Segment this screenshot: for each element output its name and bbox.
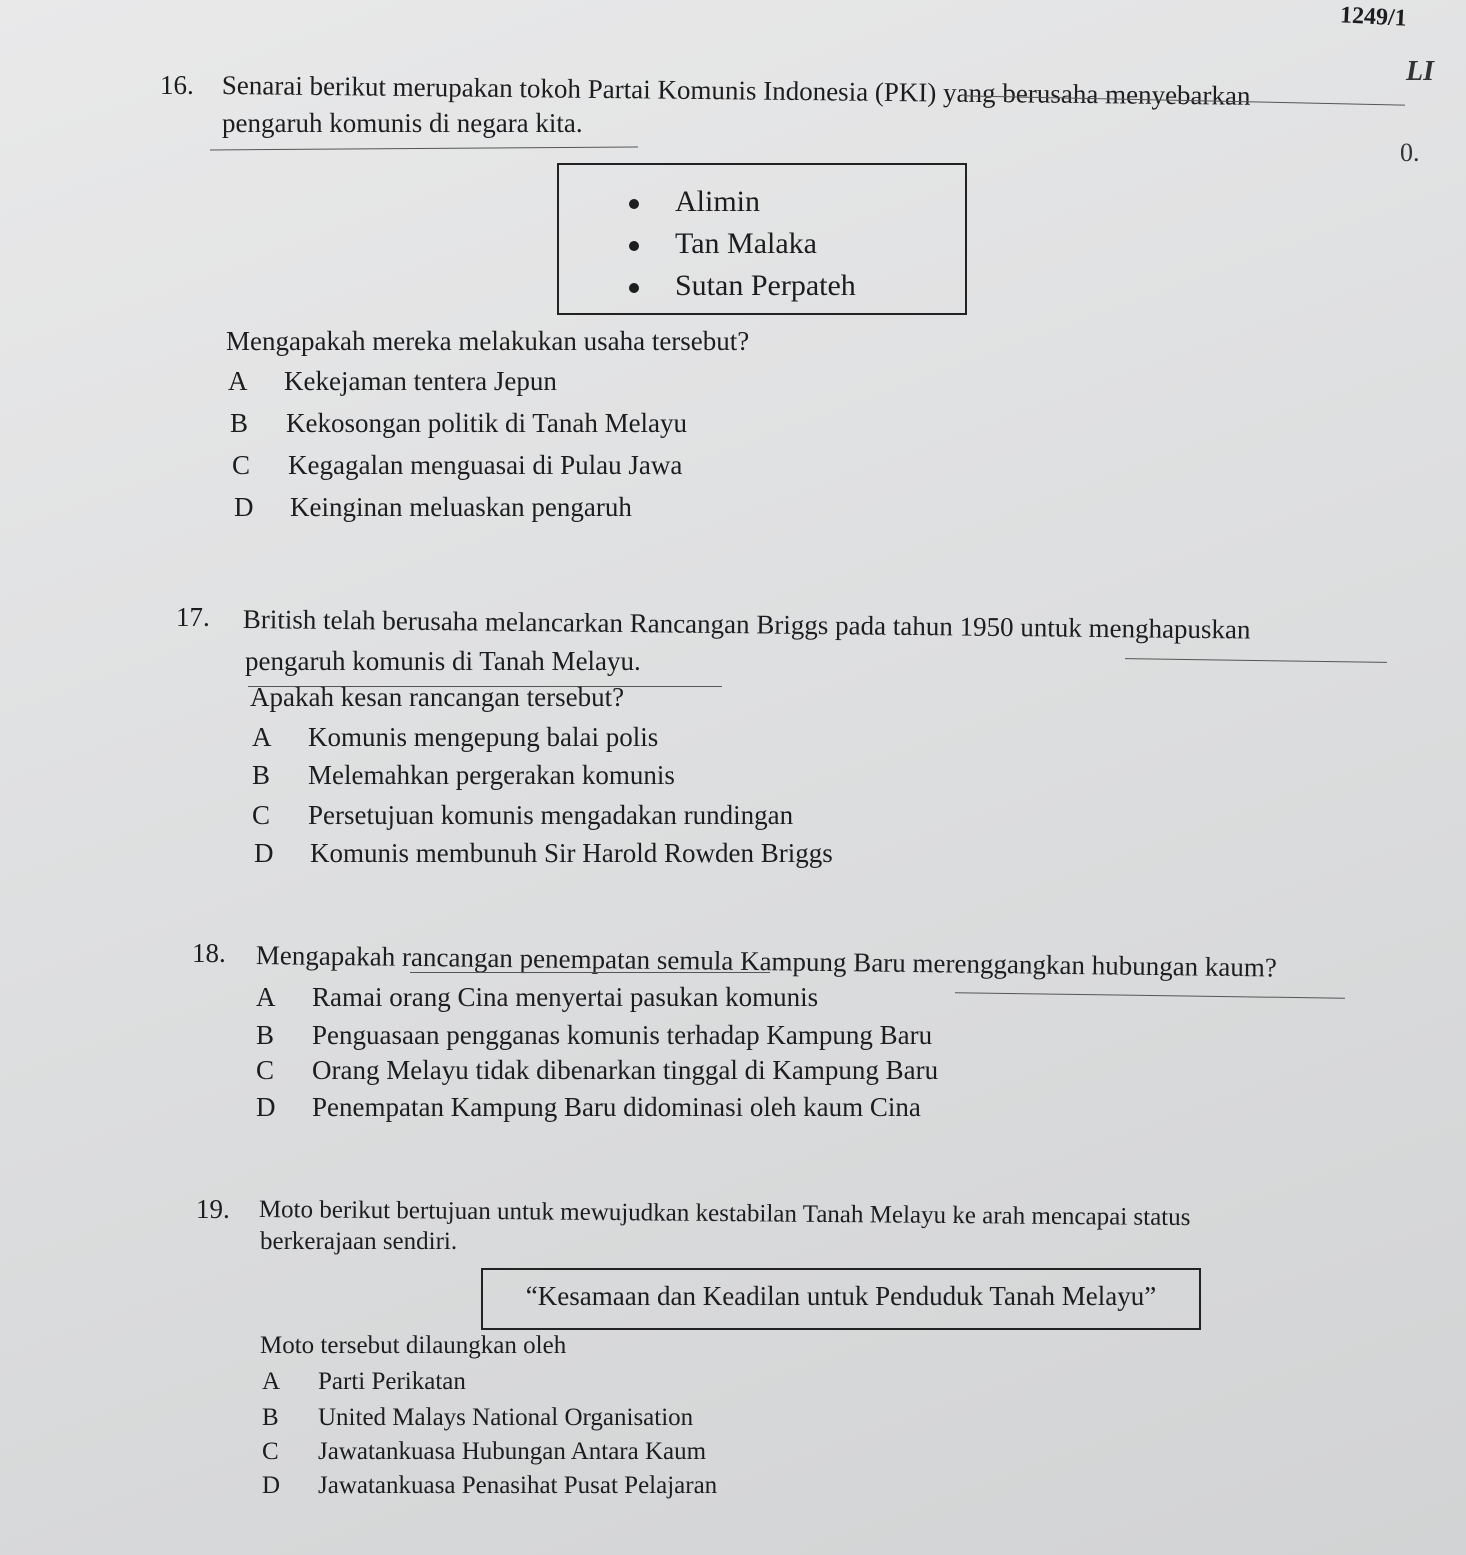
option-c[interactable] (252, 800, 793, 831)
option-a[interactable] (252, 722, 658, 753)
option-text: Ramai orang Cina menyertai pasukan komunis (312, 982, 819, 1012)
option-letter: B (262, 1404, 279, 1431)
option-d[interactable] (262, 1472, 717, 1500)
option-d[interactable] (256, 1092, 921, 1123)
option-letter: B (230, 408, 249, 438)
option-letter: B (252, 760, 271, 790)
name-list (559, 181, 965, 307)
option-text: Penempatan Kampung Baru didominasi oleh kaum Cina (312, 1092, 921, 1122)
option-text: Jawatankuasa Penasihat Pusat Pelajaran (318, 1472, 718, 1499)
question-stem-line: Mengapakah rancangan penempatan semula Kampung Baru merenggangkan hubungan kaum? (255, 940, 1278, 983)
option-text: Kekejaman tentera Jepun (284, 366, 557, 396)
paper-code: 1249/1 (1339, 2, 1408, 32)
option-letter: A (252, 722, 272, 752)
option-text: Komunis membunuh Sir Harold Rowden Briggs (310, 838, 833, 868)
list-item: Alimin (559, 181, 965, 223)
question-stem-line: pengaruh komunis di Tanah Melayu. (245, 646, 641, 676)
option-letter: C (232, 450, 251, 480)
question-number: 19. (196, 1194, 230, 1224)
option-letter: D (262, 1472, 281, 1499)
option-text: Orang Melayu tidak dibenarkan tinggal di Kampung Baru (312, 1055, 939, 1085)
option-letter: D (256, 1092, 276, 1122)
name-list-box (557, 163, 967, 315)
question-stem-line: pengaruh komunis di negara kita. (222, 108, 583, 138)
option-d[interactable] (254, 838, 833, 869)
question-prompt: Mengapakah mereka melakukan usaha tersebut? (226, 326, 750, 356)
pen-underline (1125, 658, 1387, 663)
option-text: Melemahkan pergerakan komunis (308, 760, 675, 790)
pen-underline (955, 992, 1345, 998)
option-text: Jawatankuasa Hubungan Antara Kaum (318, 1438, 707, 1465)
question-stem-line: British telah berusaha melancarkan Rancangan Briggs pada tahun 1950 untuk menghapuskan (242, 604, 1251, 645)
pen-underline (410, 972, 770, 973)
option-c[interactable] (262, 1438, 706, 1466)
pen-underline (210, 147, 638, 151)
option-letter: A (228, 366, 248, 396)
option-letter: C (262, 1438, 279, 1465)
question-number: 17. (176, 602, 210, 632)
motto-text: “Kesamaan dan Keadilan untuk Penduduk Tanah Melayu” (525, 1281, 1157, 1311)
question-number: 16. (160, 70, 194, 100)
option-letter: C (256, 1055, 275, 1085)
option-c[interactable] (232, 450, 682, 481)
option-text: Penguasaan pengganas komunis terhadap Kampung Baru (312, 1020, 933, 1050)
option-b[interactable] (252, 760, 675, 791)
option-c[interactable] (256, 1055, 938, 1086)
option-letter: A (256, 982, 276, 1012)
question-stem-line: Moto berikut bertujuan untuk mewujudkan kestabilan Tanah Melayu ke arah mencapai status (258, 1196, 1191, 1232)
option-text: Komunis mengepung balai polis (308, 722, 659, 752)
option-a[interactable] (256, 982, 818, 1013)
side-number: 0. (1400, 138, 1420, 167)
option-b[interactable] (256, 1020, 932, 1051)
option-letter: A (262, 1368, 281, 1395)
option-text: Keinginan meluaskan pengaruh (290, 492, 632, 522)
option-letter: D (234, 492, 254, 522)
list-item: Sutan Perpateh (559, 265, 965, 307)
option-b[interactable] (230, 408, 687, 439)
question-prompt: Moto tersebut dilaungkan oleh (260, 1332, 567, 1359)
option-letter: C (252, 800, 271, 830)
list-item: Tan Malaka (559, 223, 965, 265)
question-stem-line: Senarai berikut merupakan tokoh Partai Komunis Indonesia (PKI) yang berusaha menyebarkan (221, 70, 1251, 111)
question-prompt: Apakah kesan rancangan tersebut? (250, 682, 625, 712)
question-number: 18. (192, 938, 226, 968)
option-a[interactable] (228, 366, 557, 397)
option-text: United Malays National Organisation (318, 1404, 694, 1431)
option-letter: D (254, 838, 274, 868)
option-text: Parti Perikatan (318, 1368, 466, 1395)
side-mark: LI (1406, 56, 1434, 87)
option-d[interactable] (234, 492, 632, 523)
option-text: Kekosongan politik di Tanah Melayu (286, 408, 688, 438)
question-stem-line: berkerajaan sendiri. (260, 1228, 458, 1255)
motto-box (481, 1268, 1201, 1330)
option-b[interactable] (262, 1404, 693, 1432)
option-text: Persetujuan komunis mengadakan rundingan (308, 800, 794, 830)
option-text: Kegagalan menguasai di Pulau Jawa (288, 450, 683, 480)
option-letter: B (256, 1020, 275, 1050)
option-a[interactable] (262, 1368, 466, 1396)
